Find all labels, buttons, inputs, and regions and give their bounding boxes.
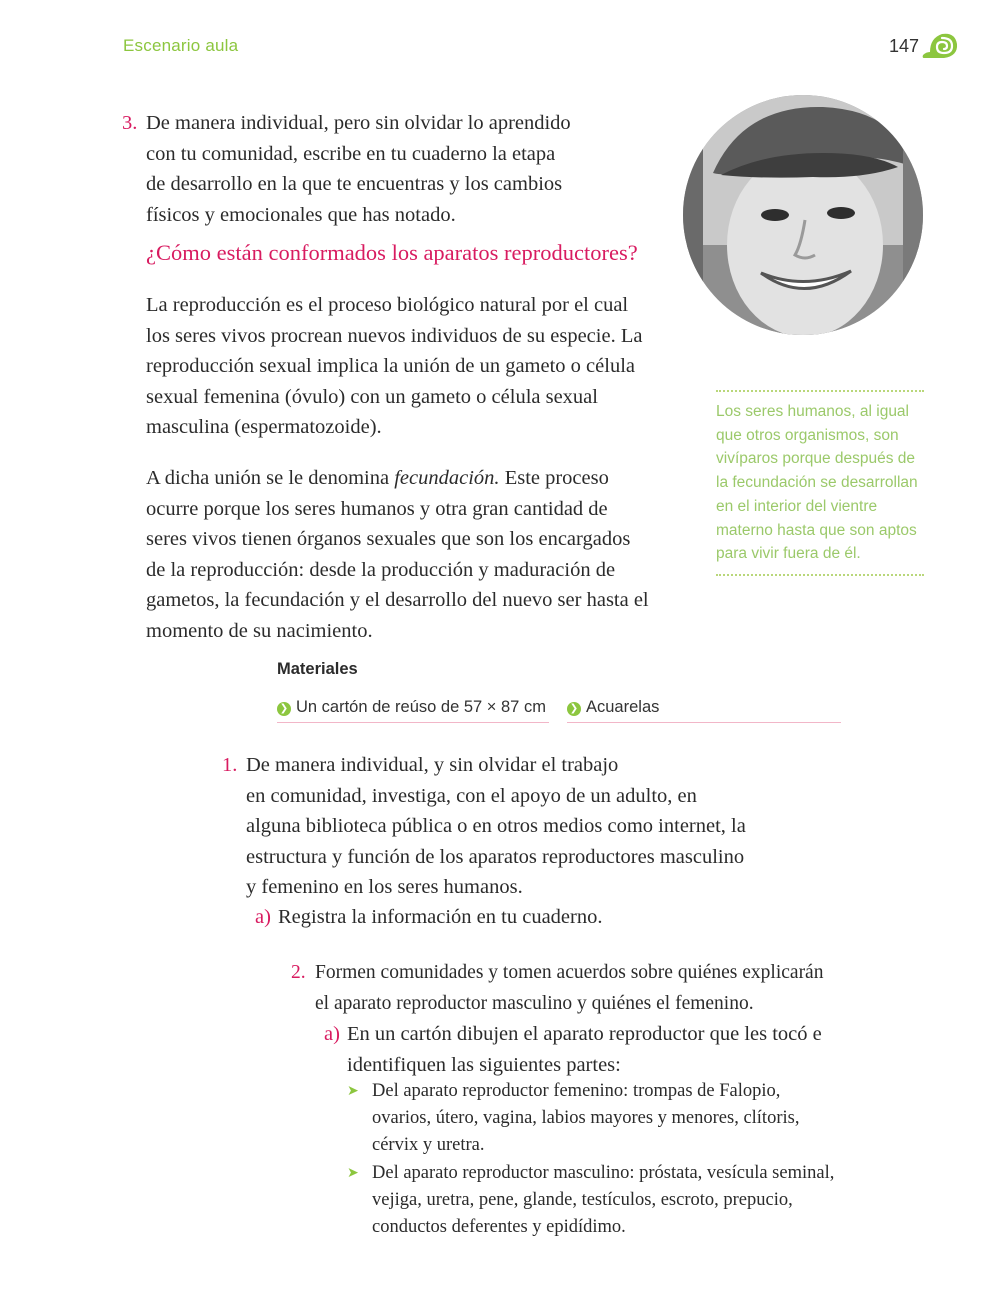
- activity-line: Formen comunidades y tomen acuerdos sobre quiénes explicarán: [315, 962, 824, 983]
- caption-line: materno hasta que son aptos: [716, 521, 917, 539]
- caption-line: que otros organismos, son: [716, 426, 899, 444]
- bullet-line: Del aparato reproductor masculino: próstata, vesícula seminal,: [372, 1163, 835, 1183]
- chevron-circle-icon: ❯: [567, 702, 581, 716]
- paragraph-reproduction: [146, 290, 642, 443]
- paragraph-line: seres vivos tienen órganos sexuales que son los encargados: [146, 528, 631, 551]
- question-line: de desarrollo en la que te encuentras y los cambios: [146, 173, 563, 196]
- paragraph-fecundation: [146, 463, 649, 647]
- activity-line: alguna biblioteca pública o en otros medios como internet, la: [246, 815, 746, 838]
- paragraph-line: [146, 463, 649, 494]
- triangle-arrow-icon: ➤: [347, 1084, 359, 1099]
- activity-line: el aparato reproductor masculino y quiénes el femenino.: [315, 992, 754, 1014]
- question-number: 3.: [122, 112, 138, 134]
- section-title: Escenario aula: [123, 36, 239, 55]
- bullet-line: ovarios, útero, vagina, labios mayores y menores, clítoris,: [372, 1108, 800, 1129]
- paragraph-line: La reproducción es el proceso biológico natural por el cual: [146, 294, 629, 316]
- subitem-label: a): [255, 906, 271, 928]
- photo-caption: [716, 400, 918, 566]
- paragraph-line: momento de su nacimiento.: [146, 619, 373, 642]
- materials-title: Materiales: [277, 660, 358, 678]
- paragraph-line: gametos, la fecundación y el desarrollo del nuevo ser hasta el: [146, 589, 649, 612]
- material-label: Un cartón de reúso de 57 × 87 cm: [296, 698, 546, 716]
- activity-line: y femenino en los seres humanos.: [246, 876, 523, 899]
- page-number: 147: [889, 36, 920, 56]
- triangle-arrow-icon: ➤: [347, 1166, 359, 1181]
- material-label: Acuarelas: [586, 698, 660, 716]
- activity-line: identifiquen las siguientes partes:: [347, 1053, 621, 1076]
- bullet-line: vejiga, uretra, pene, glande, testículos, escroto, prepucio,: [372, 1190, 793, 1211]
- activity-line: en comunidad, investiga, con el apoyo de un adulto, en: [246, 784, 697, 807]
- snail-icon: [920, 28, 960, 64]
- boy-photo: [683, 95, 923, 335]
- chevron-circle-icon: ❯: [277, 702, 291, 716]
- paragraph-line: ocurre porque los seres humanos y otra gran cantidad de: [146, 497, 608, 520]
- caption-line: Los seres humanos, al igual: [716, 403, 910, 420]
- question-line: con tu comunidad, escribe en tu cuaderno la etapa: [146, 142, 556, 165]
- caption-line: vivíparos porque después de: [716, 450, 916, 468]
- activity-line: De manera individual, y sin olvidar el trabajo: [246, 754, 619, 776]
- bullet-line: cérvix y uretra.: [372, 1135, 485, 1156]
- section-heading: ¿Cómo están conformados los aparatos reproductores?: [146, 240, 638, 265]
- caption-line: en el interior del vientre: [716, 497, 878, 515]
- caption-line: para vivir fuera de él.: [716, 545, 861, 563]
- activity-line: En un cartón dibujen el aparato reproductor que les tocó e: [347, 1023, 822, 1045]
- bullet-line: Del aparato reproductor femenino: trompas de Falopio,: [372, 1081, 781, 1101]
- emphasized-term: fecundación.: [394, 467, 500, 489]
- paragraph-line: los seres vivos procrean nuevos individuos de su especie. La: [146, 324, 643, 347]
- question-line: De manera individual, pero sin olvidar lo aprendido: [146, 112, 571, 134]
- text-run: A dicha unión se le denomina: [146, 467, 395, 489]
- caption-line: la fecundación se desarrollan: [716, 474, 918, 492]
- activity-line: Registra la información en tu cuaderno.: [278, 906, 603, 928]
- material-item: [567, 698, 841, 723]
- paragraph-line: masculina (espermatozoide).: [146, 416, 382, 439]
- subitem-label: a): [324, 1023, 340, 1045]
- activity-number: 2.: [291, 962, 306, 983]
- bullet-line: conductos deferentes y epidídimo.: [372, 1217, 626, 1238]
- boy-photo-illustration: [683, 95, 923, 335]
- activity-line: estructura y función de los aparatos reproductores masculino: [246, 845, 745, 868]
- text-run: Este proceso: [499, 467, 609, 489]
- activity-number: 1.: [222, 754, 238, 776]
- paragraph-line: reproducción sexual implica la unión de un gameto o célula: [146, 355, 635, 378]
- question-line: físicos y emocionales que has notado.: [146, 203, 456, 226]
- paragraph-line: de la reproducción: desde la producción y maduración de: [146, 558, 616, 581]
- material-item: [277, 698, 549, 723]
- paragraph-line: sexual femenina (óvulo) con un gameto o célula sexual: [146, 385, 598, 408]
